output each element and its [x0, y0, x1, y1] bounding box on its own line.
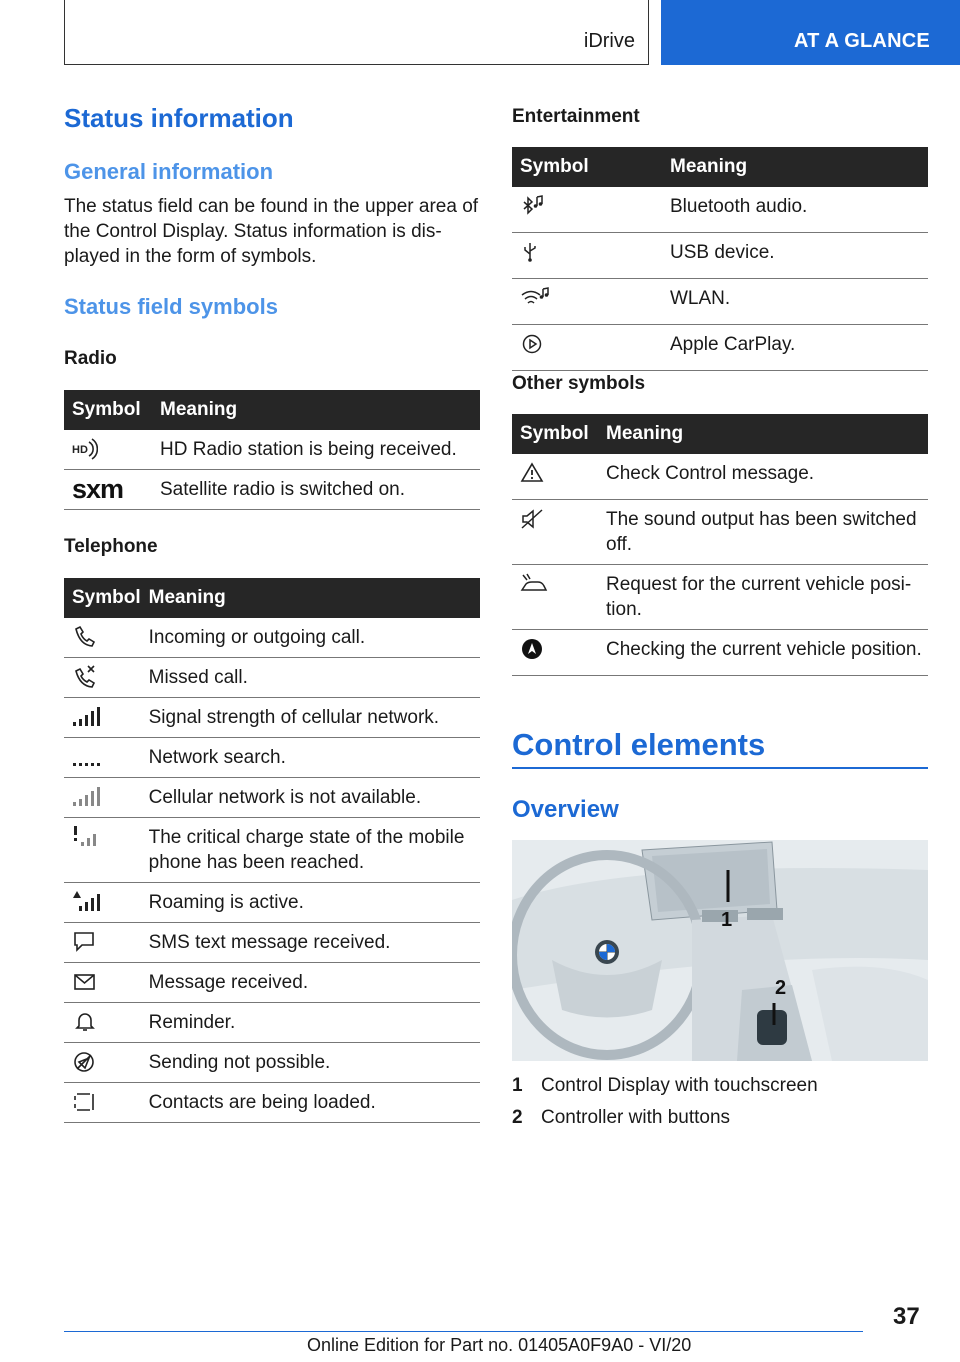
position-check-icon — [520, 637, 546, 661]
header-section-box — [64, 0, 649, 65]
callout-number: 1 — [512, 1075, 523, 1096]
telephone-meaning: Sending not possible. — [141, 1043, 480, 1083]
table-row — [64, 818, 480, 883]
table-row — [512, 187, 928, 233]
telephone-meaning: Contacts are being loaded. — [141, 1083, 480, 1123]
page-number: 37 — [893, 1303, 920, 1330]
header-chapter-tab — [661, 0, 960, 65]
sound-off-icon — [520, 507, 546, 531]
critical-charge-icon — [72, 825, 100, 849]
footer-rule — [64, 1331, 863, 1332]
reminder-bell-icon — [72, 1010, 98, 1034]
status-info-title: Status information — [64, 103, 294, 133]
entertainment-col-symbol: Symbol — [512, 147, 662, 187]
svg-text:sxm: sxm — [72, 477, 124, 501]
telephone-table — [64, 578, 480, 1123]
telephone-meaning: Message received. — [141, 963, 480, 1003]
table-row — [512, 279, 928, 325]
table-row — [64, 430, 480, 470]
table-row — [64, 738, 480, 778]
table-row — [64, 778, 480, 818]
radio-meaning: Satellite radio is switched on. — [152, 470, 480, 510]
missed-call-icon — [72, 665, 98, 689]
overview-heading: Overview — [512, 796, 619, 823]
entertainment-heading: Entertainment — [512, 106, 640, 127]
radio-col-meaning: Meaning — [152, 390, 480, 430]
cockpit-drawing — [512, 840, 928, 1061]
phone-call-icon — [72, 625, 98, 649]
other-meaning: Request for the current vehicle position. — [598, 565, 928, 630]
bluetooth-audio-icon — [520, 194, 546, 218]
telephone-meaning: The critical charge state of the mobile phone has been reached. — [141, 818, 480, 883]
table-row — [64, 1003, 480, 1043]
callout-text: Control Display with touchscreen — [541, 1075, 818, 1096]
control-elements-title: Control elements — [512, 727, 766, 762]
table-row — [64, 618, 480, 658]
telephone-meaning: Roaming is active. — [141, 883, 480, 923]
status-field-heading: Status field symbols — [64, 294, 278, 319]
table-row — [64, 658, 480, 698]
table-row — [64, 698, 480, 738]
roaming-icon — [72, 890, 100, 914]
radio-table — [64, 390, 480, 510]
usb-icon — [520, 240, 546, 264]
carplay-icon — [520, 332, 546, 356]
callout-text: Controller with buttons — [541, 1107, 731, 1128]
entertainment-meaning: Apple CarPlay. — [662, 325, 928, 371]
other-col-symbol: Symbol — [512, 414, 598, 454]
table-row — [512, 454, 928, 500]
radio-heading: Radio — [64, 348, 117, 369]
general-info-heading: General information — [64, 159, 274, 184]
signal-strength-icon — [72, 705, 100, 729]
callout-item — [512, 1075, 928, 1100]
entertainment-meaning: USB device. — [662, 233, 928, 279]
sms-icon — [72, 930, 98, 954]
svg-text:HD: HD — [72, 444, 88, 456]
telephone-col-meaning: Meaning — [141, 578, 480, 618]
footer-edition: Online Edition for Part no. 01405A0F9A0 - VI/20 — [307, 1335, 692, 1355]
general-info-text: The status field can be found in the upper area of the Control Display. Status information is displayed in the form of symbols. — [64, 196, 479, 267]
hd-radio-icon — [72, 437, 98, 461]
other-col-meaning: Meaning — [598, 414, 928, 454]
cockpit-illustration — [512, 840, 928, 1061]
telephone-meaning: Missed call. — [141, 658, 480, 698]
table-row — [512, 325, 928, 371]
table-row — [512, 565, 928, 630]
other-symbols-table — [512, 414, 928, 676]
header-section-label: iDrive — [583, 30, 635, 52]
callout-1-label: 1 — [721, 909, 733, 931]
entertainment-meaning: Bluetooth audio. — [662, 187, 928, 233]
telephone-meaning: SMS text message received. — [141, 923, 480, 963]
telephone-meaning: Incoming or outgoing call. — [141, 618, 480, 658]
other-meaning: Check Control message. — [598, 454, 928, 500]
radio-meaning: HD Radio station is being received. — [152, 430, 480, 470]
control-elements-rule — [512, 767, 928, 769]
warning-triangle-icon — [520, 461, 546, 485]
telephone-meaning: Network search. — [141, 738, 480, 778]
table-row — [64, 1083, 480, 1123]
sending-not-possible-icon — [72, 1050, 98, 1074]
network-search-icon — [72, 745, 100, 769]
callout-item — [512, 1107, 928, 1132]
callout-2-label: 2 — [775, 977, 787, 999]
callout-number: 2 — [512, 1107, 523, 1128]
no-network-icon — [72, 785, 100, 809]
radio-col-symbol: Symbol — [64, 390, 152, 430]
table-row — [512, 630, 928, 676]
entertainment-table — [512, 147, 928, 371]
wlan-icon — [520, 286, 550, 310]
table-row — [512, 500, 928, 565]
table-row — [64, 470, 480, 510]
entertainment-meaning: WLAN. — [662, 279, 928, 325]
table-row — [512, 233, 928, 279]
telephone-meaning: Cellular network is not available. — [141, 778, 480, 818]
telephone-heading: Telephone — [64, 536, 158, 557]
telephone-col-symbol: Symbol — [64, 578, 141, 618]
other-meaning: Checking the current vehicle position. — [598, 630, 928, 676]
sxm-logo-icon — [72, 477, 144, 501]
position-request-icon — [520, 572, 548, 596]
telephone-meaning: Reminder. — [141, 1003, 480, 1043]
other-symbols-heading: Other symbols — [512, 373, 646, 394]
message-icon — [72, 970, 98, 994]
table-row — [64, 923, 480, 963]
header-chapter-label: AT A GLANCE — [794, 30, 930, 52]
entertainment-col-meaning: Meaning — [662, 147, 928, 187]
table-row — [64, 1043, 480, 1083]
contacts-loading-icon — [72, 1090, 98, 1114]
table-row — [64, 963, 480, 1003]
telephone-meaning: Signal strength of cellular network. — [141, 698, 480, 738]
other-meaning: The sound output has been switched off. — [598, 500, 928, 565]
table-row — [64, 883, 480, 923]
